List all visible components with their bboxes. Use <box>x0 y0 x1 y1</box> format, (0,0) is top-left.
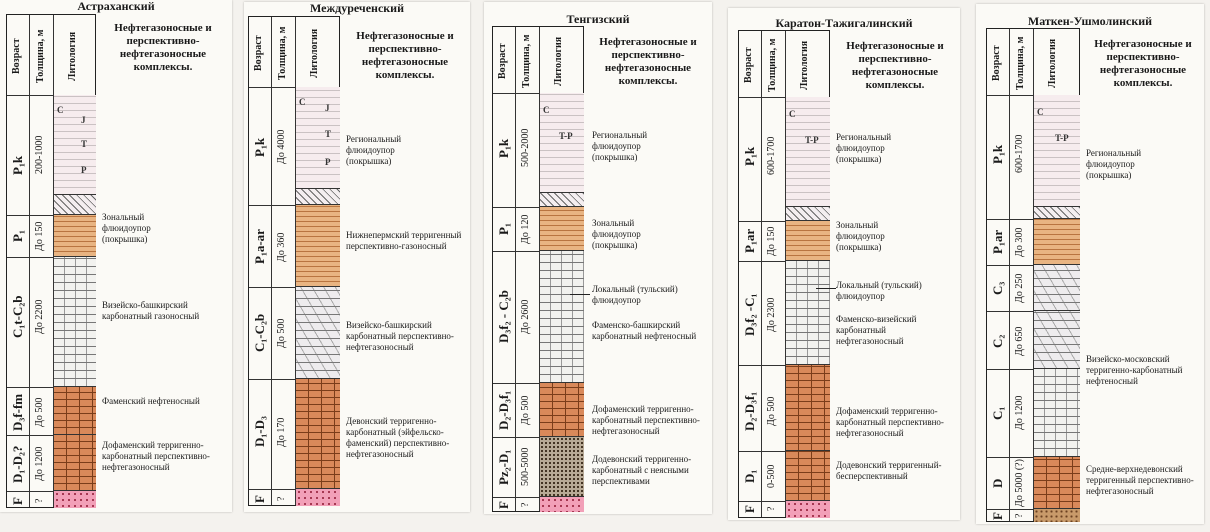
age-label: C₁-C₂b <box>252 313 267 353</box>
complex-note: Локальный (тульский) флюидоупор <box>592 284 678 305</box>
complex-note: Додевонский терригенно-карбонатный с неясными перспективами <box>592 454 692 486</box>
age-label: P₁ <box>496 223 511 235</box>
complex-note: Девонский терригенно-карбонатный (эйфельско-фаменский) перспективно-нефтегазоносный <box>346 416 450 459</box>
lithology-anhydrite <box>296 189 340 205</box>
lithology-dolomite <box>54 387 96 435</box>
lithology-anhydrite <box>786 207 830 221</box>
lithology-terrigenous <box>786 451 830 501</box>
stratigraphic-table: Возраст Толщина, м Литология P₁k 200-1000 P₁ До 150 C₁t-C₂b До 2200 D₃f-fm До 500 D₁-D₂? До 1200 F ? C J T P <box>6 14 96 508</box>
header-thickness: Толщина, м <box>767 38 778 92</box>
age-label: Pz₂-D₁ <box>496 449 511 485</box>
age-label: C₁ <box>990 406 1005 420</box>
complex-note: Визейско-башкирский карбонатный перспективно-нефтегазоносный <box>346 320 454 352</box>
thickness-label: ? <box>1014 513 1025 519</box>
thickness-label: ? <box>276 496 287 502</box>
header-lithology: Литология <box>1047 38 1058 88</box>
age-label: P₁k <box>10 155 25 175</box>
pointer-arrow <box>570 294 590 295</box>
header-complexes: Нефтегазоносные и перспективно-нефтегазоносные комплексы. <box>599 36 697 87</box>
lithology-sandstone <box>1034 219 1080 265</box>
thickness-label: До 250 <box>1014 273 1025 303</box>
complex-note: Фаменско-башкирский карбонатный нефтеносный <box>592 320 697 341</box>
age-label: P₁k <box>252 137 267 157</box>
complex-note: Региональный флюидоупор (покрышка) <box>836 132 892 164</box>
lithology-dolomite <box>1034 265 1080 311</box>
thickness-label: До 150 <box>34 221 45 251</box>
complex-note: Региональный флюидоупор (покрышка) <box>346 134 402 166</box>
header-age: Возраст <box>497 43 508 79</box>
age-label: C₂ <box>990 334 1005 348</box>
lithology-terrigenous <box>1034 457 1080 509</box>
column-title: Междуреченский <box>309 1 405 15</box>
complex-note: Локальный (тульский) флюидоупор <box>836 280 922 301</box>
column-astrakhan <box>0 0 232 512</box>
age-label: P₁ <box>10 230 25 242</box>
thickness-label: ? <box>520 502 531 508</box>
thickness-label: До 500 <box>766 396 777 426</box>
complex-note: Зональный флюидоупор (покрышка) <box>592 218 641 250</box>
header-lithology: Литология <box>553 36 564 86</box>
lithology-sandstone <box>786 221 830 261</box>
thickness-label: До 500 <box>520 395 531 425</box>
header-age: Возраст <box>11 38 22 74</box>
complex-note: Нижнепермский терригенный перспективно-газоносный <box>346 230 462 251</box>
lithology-sandstone <box>54 215 96 257</box>
header-complexes: Нефтегазоносные и перспективно-нефтегазоносные комплексы. <box>114 22 212 73</box>
complex-note: Дофаменский терригенно-карбонатный перспективно-нефтегазоносный <box>102 440 210 472</box>
lithology-sandstone <box>540 207 584 251</box>
lithology-dolomite <box>540 383 584 437</box>
header-complexes: Нефтегазоносные и перспективно-нефтегазоносные комплексы. <box>1094 38 1192 89</box>
age-label: F <box>990 512 1005 520</box>
age-label: F <box>10 497 25 505</box>
thickness-label: ? <box>34 498 45 504</box>
complex-note: Фаменско-визейский карбонатный нефтегазоносный <box>836 314 917 346</box>
thickness-label: 500-2000 <box>520 128 531 168</box>
lithology-basement <box>540 497 584 512</box>
lithology-terrigenous <box>540 437 584 497</box>
column-matken-ushmola <box>976 4 1204 524</box>
column-mezhdurechensky <box>244 2 470 512</box>
age-label: D <box>990 478 1005 488</box>
thickness-label: До 170 <box>276 417 287 447</box>
age-label: P₁a-ar <box>252 229 267 265</box>
header-lithology: Литология <box>309 28 320 78</box>
thickness-label: До 120 <box>520 214 531 244</box>
column-title: Каратон-Тажигалинский <box>775 16 913 30</box>
thickness-label: ? <box>766 506 777 512</box>
header-complexes: Нефтегазоносные и перспективно-нефтегазоносные комплексы. <box>846 40 944 91</box>
lithology-limestone <box>786 261 830 365</box>
thickness-label: До 1200 <box>1014 395 1025 431</box>
age-label: P₁k <box>990 144 1005 164</box>
column-title: Астраханский <box>77 0 155 13</box>
header-thickness: Толщина, м <box>521 34 532 88</box>
age-label: P₁k <box>496 138 511 158</box>
lithology-sandstone <box>296 205 340 287</box>
column-tengiz <box>484 2 712 514</box>
column-title: Тенгизский <box>566 12 630 26</box>
complex-note: Дофаменский терригенно-карбонатный перспективно-нефтегазоносный <box>836 406 944 438</box>
lithology-basement <box>296 489 340 506</box>
age-label: C₁t-C₂b <box>10 295 25 339</box>
thickness-label: До 4000 <box>276 129 287 165</box>
thickness-label: До 2200 <box>34 299 45 335</box>
thickness-label: 0-500 <box>766 464 777 488</box>
age-label: F <box>252 495 267 503</box>
complex-note: Фаменский нефтеносный <box>102 396 200 406</box>
lithology-anhydrite <box>54 195 96 215</box>
age-label: P₁k <box>742 146 757 166</box>
lithology-dolomite <box>296 287 340 379</box>
thickness-label: 600-1700 <box>1014 134 1025 174</box>
thickness-label: До 2600 <box>520 299 531 335</box>
age-label: P₁ar <box>742 228 757 254</box>
age-label: D₃f₂ -C₁ <box>742 293 757 337</box>
age-label: D₂-D₃f₁ <box>742 391 757 431</box>
lithology-basement <box>54 491 96 508</box>
thickness-label: До 2300 <box>766 297 777 333</box>
thickness-label: До 150 <box>766 226 777 256</box>
age-label: D₂-D₃f₁ <box>496 390 511 430</box>
lithology-basement <box>1034 509 1080 522</box>
thickness-label: До 500 <box>34 397 45 427</box>
lithology-dolomite <box>786 365 830 451</box>
pointer-arrow <box>816 288 836 289</box>
lithology-terrigenous-carbonate <box>296 379 340 489</box>
lithology-anhydrite <box>540 193 584 207</box>
complex-note: Средне-верхнедевонский терригенный перспективно-нефтегазоносный <box>1086 464 1194 496</box>
lithology-limestone <box>54 257 96 387</box>
header-complexes: Нефтегазоносные и перспективно-нефтегазоносные комплексы. <box>356 30 454 81</box>
header-thickness: Толщина, м <box>1015 36 1026 90</box>
age-label: C₃ <box>990 281 1005 295</box>
lithology-anhydrite <box>1034 207 1080 219</box>
header-age: Возраст <box>253 35 264 71</box>
header-thickness: Толщина, м <box>35 29 46 83</box>
thickness-label: 600-1700 <box>766 136 777 176</box>
complex-note: Региональный флюидоупор (покрышка) <box>592 130 648 162</box>
thickness-label: До 300 <box>1014 227 1025 257</box>
complex-note: Визейско-московский терригенно-карбонатный нефтеносный <box>1086 354 1183 386</box>
lithology-limestone <box>540 251 584 383</box>
age-label: D₃f-fm <box>10 393 25 431</box>
age-label: D₁-D₂? <box>10 445 25 483</box>
thickness-label: До 5000 (?) <box>1014 459 1025 507</box>
complex-note: Додевонский терригенный-бесперспективный <box>836 460 942 481</box>
age-label: D₁ <box>742 469 757 483</box>
complex-note: Дофаменский терригенно-карбонатный перспективно-нефтегазоносный <box>592 404 700 436</box>
age-label: F <box>742 505 757 513</box>
stratigraphic-table: Возраст Толщина, м Литология P₁k 600-1700 P₁ar До 150 D₃f₂ -C₁ До 2300 D₂-D₃f₁ До 500 D₁ 0-500 F ? C T-P <box>738 30 830 518</box>
column-title: Маткен-Ушмолинский <box>1027 14 1153 28</box>
complex-note: Визейско-башкирский карбонатный газоносный <box>102 300 200 321</box>
age-label: D₃f₂ - C₂b <box>496 290 511 344</box>
stratigraphic-table: Возраст Толщина, м Литология P₁k 500-2000 P₁ До 120 D₃f₂ - C₂b До 2600 D₂-D₃f₁ До 500 Pz₂-D₁ 500-5000 F ? C T-P <box>492 26 584 512</box>
stratigraphic-table: Возраст Толщина, м Литология P₁k До 4000 P₁a-ar До 360 C₁-C₂b До 500 D₁-D₃ До 170 F ? C J T P <box>248 16 340 506</box>
column-karaton-tazhigali <box>728 8 960 520</box>
header-lithology: Литология <box>799 40 810 90</box>
thickness-label: До 1200 <box>34 446 45 482</box>
thickness-label: До 500 <box>276 318 287 348</box>
complex-note: Зональный флюидоупор (покрышка) <box>102 212 151 244</box>
header-age: Возраст <box>991 45 1002 81</box>
header-thickness: Толщина, м <box>277 26 288 80</box>
complex-note: Зональный флюидоупор (покрышка) <box>836 220 885 252</box>
lithology-terrigenous-carbonate <box>54 435 96 491</box>
lithology-dolomite <box>1034 311 1080 369</box>
thickness-label: До 650 <box>1014 326 1025 356</box>
thickness-label: До 360 <box>276 232 287 262</box>
thickness-label: 200-1000 <box>34 135 45 175</box>
age-label: D₁-D₃ <box>252 416 267 448</box>
stratigraphic-table: Возраст Толщина, м Литология P₁k 600-1700 P₁ar До 300 C₃ До 250 C₂ До 650 C₁ До 1200 D До 5000 (?) F ? C T-P <box>986 28 1080 522</box>
header-age: Возраст <box>743 47 754 83</box>
complex-note: Региональный флюидоупор (покрышка) <box>1086 148 1142 180</box>
age-label: F <box>496 501 511 509</box>
lithology-basement <box>786 501 830 518</box>
lithology-limestone <box>1034 369 1080 457</box>
header-lithology: Литология <box>67 31 78 81</box>
age-label: P₁ar <box>990 229 1005 255</box>
thickness-label: 500-5000 <box>520 447 531 487</box>
